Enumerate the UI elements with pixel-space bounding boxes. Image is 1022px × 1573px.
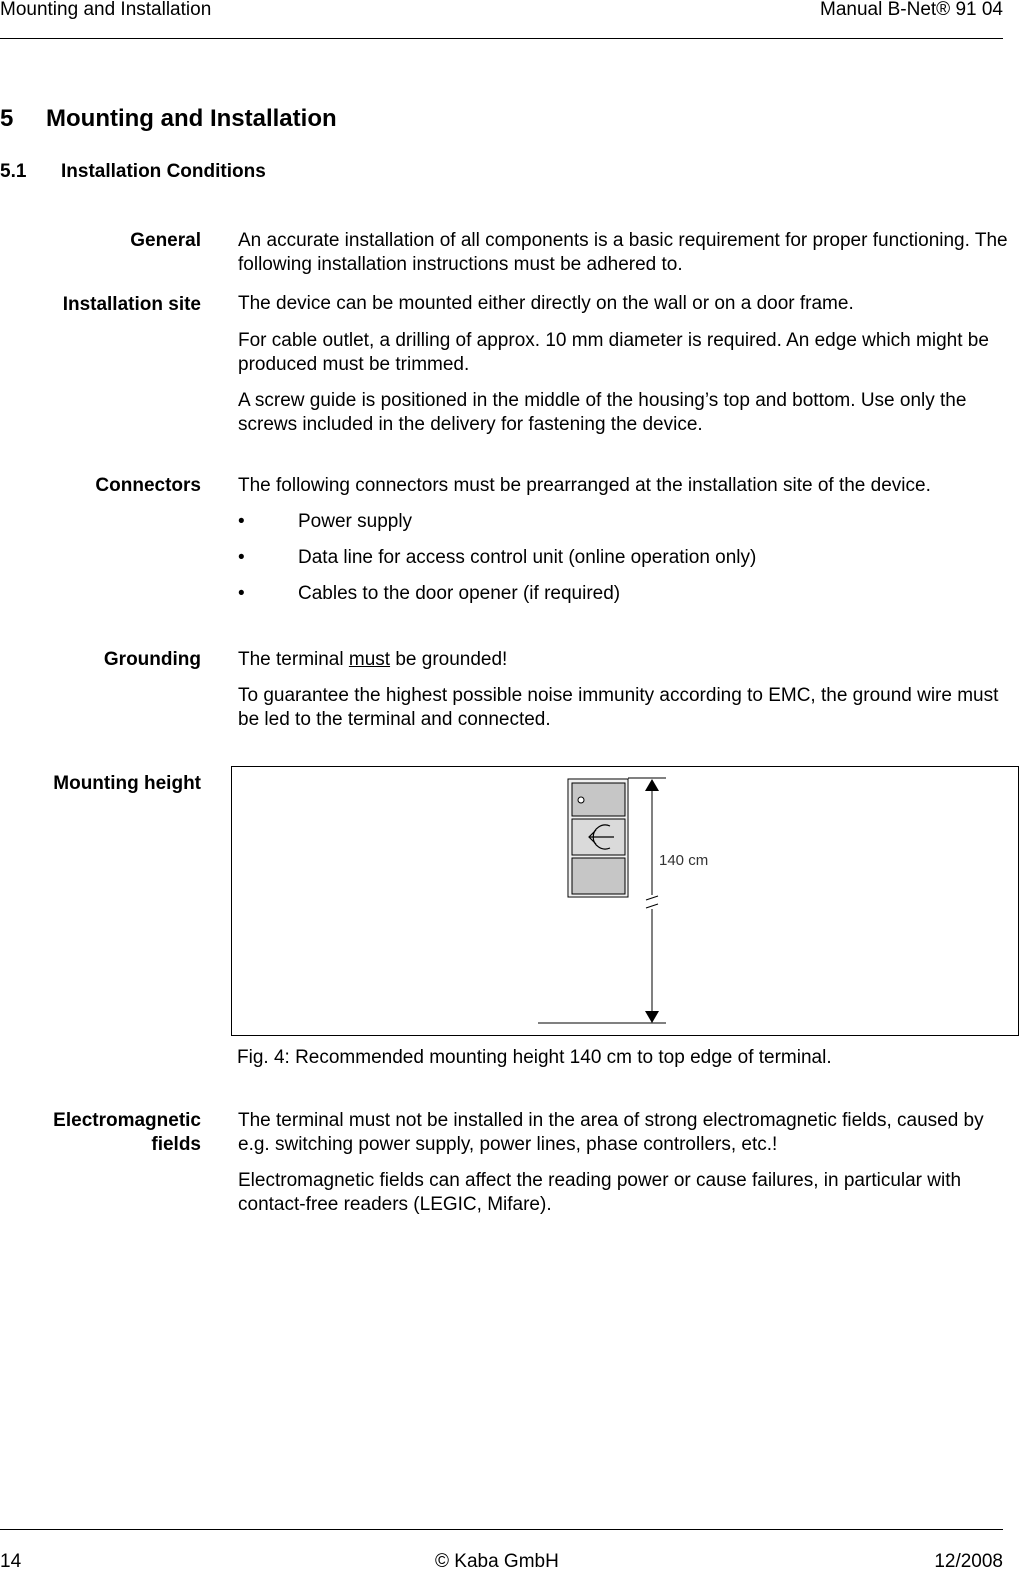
grounding-p2: To guarantee the highest possible noise immunity according to EMC, the ground wire must be led to the terminal and connected. [238,685,999,730]
side-label-connectors: Connectors [95,475,201,496]
connector-item [238,546,756,570]
mounting-diagram [232,767,1018,1035]
header-left: Mounting and Installation [0,0,212,20]
side-label-line: Electromagnetic [53,1110,201,1131]
side-label-installation-site: Installation site [62,294,201,315]
electromagnetic-p1: The terminal must not be installed in the area of strong electromagnetic fields, caused by e.g. switching power supply, power lines, phase controllers, etc.! [238,1110,984,1155]
side-label-mounting-height: Mounting height [53,773,201,794]
bullet: • [238,583,245,604]
section-number: 5.1 [0,161,27,182]
footer-rule [0,1529,1003,1530]
terminal-device [568,779,628,897]
bullet: • [238,547,245,568]
section-heading [0,161,266,183]
dimension-label: 140 cm [659,852,709,869]
section-title: Installation Conditions [61,161,266,182]
dimension-arrow [645,779,659,1023]
connector-item [238,510,412,534]
grounding-p1-before: The terminal [238,649,349,670]
side-label-grounding: Grounding [103,649,201,670]
connector-item-text: Cables to the door opener (if required) [298,583,621,604]
chapter-heading [0,105,337,133]
installation-site-p1: The device can be mounted either directly on the wall or on a door frame. [238,293,854,314]
electromagnetic-p2: Electromagnetic fields can affect the reading power or cause failures, in particular with contact-free readers (LEGIC, Mifare). [238,1170,962,1215]
footer-copyright: © Kaba GmbH [435,1551,559,1572]
installation-site-p3: A screw guide is positioned in the middle of the housing’s top and bottom. Use only the screws included in the delivery for fastening the device. [238,390,967,435]
chapter-number: 5 [0,105,14,132]
general-text: An accurate installation of all components is a basic requirement for proper functioning. The following installation instructions must be adhered to. [238,230,1008,275]
header-rule [0,38,1003,39]
footer-page-number: 14 [0,1551,22,1572]
installation-site-p2: For cable outlet, a drilling of approx. 10 mm diameter is required. An edge which might be produced must be trimmed. [238,330,989,375]
mounting-height-figure [231,766,1019,1036]
side-label-line: fields [151,1134,201,1155]
chapter-title: Mounting and Installation [46,105,337,132]
connector-item [238,582,620,606]
header-right: Manual B-Net® 91 04 [820,0,1003,20]
connector-item-text: Data line for access control unit (online operation only) [298,547,757,568]
side-label-general: General [130,230,201,251]
connector-item-text: Power supply [298,511,413,532]
grounding-p1 [238,648,1008,672]
side-label-electromagnetic-fields [53,1109,201,1157]
connectors-intro: The following connectors must be prearranged at the installation site of the device. [238,475,931,496]
grounding-p1-after: be grounded! [390,649,508,670]
bullet: • [238,511,245,532]
grounding-emphasis: must [348,649,391,670]
footer-date: 12/2008 [934,1551,1003,1572]
figure-caption: Fig. 4: Recommended mounting height 140 cm to top edge of terminal. [237,1047,832,1068]
